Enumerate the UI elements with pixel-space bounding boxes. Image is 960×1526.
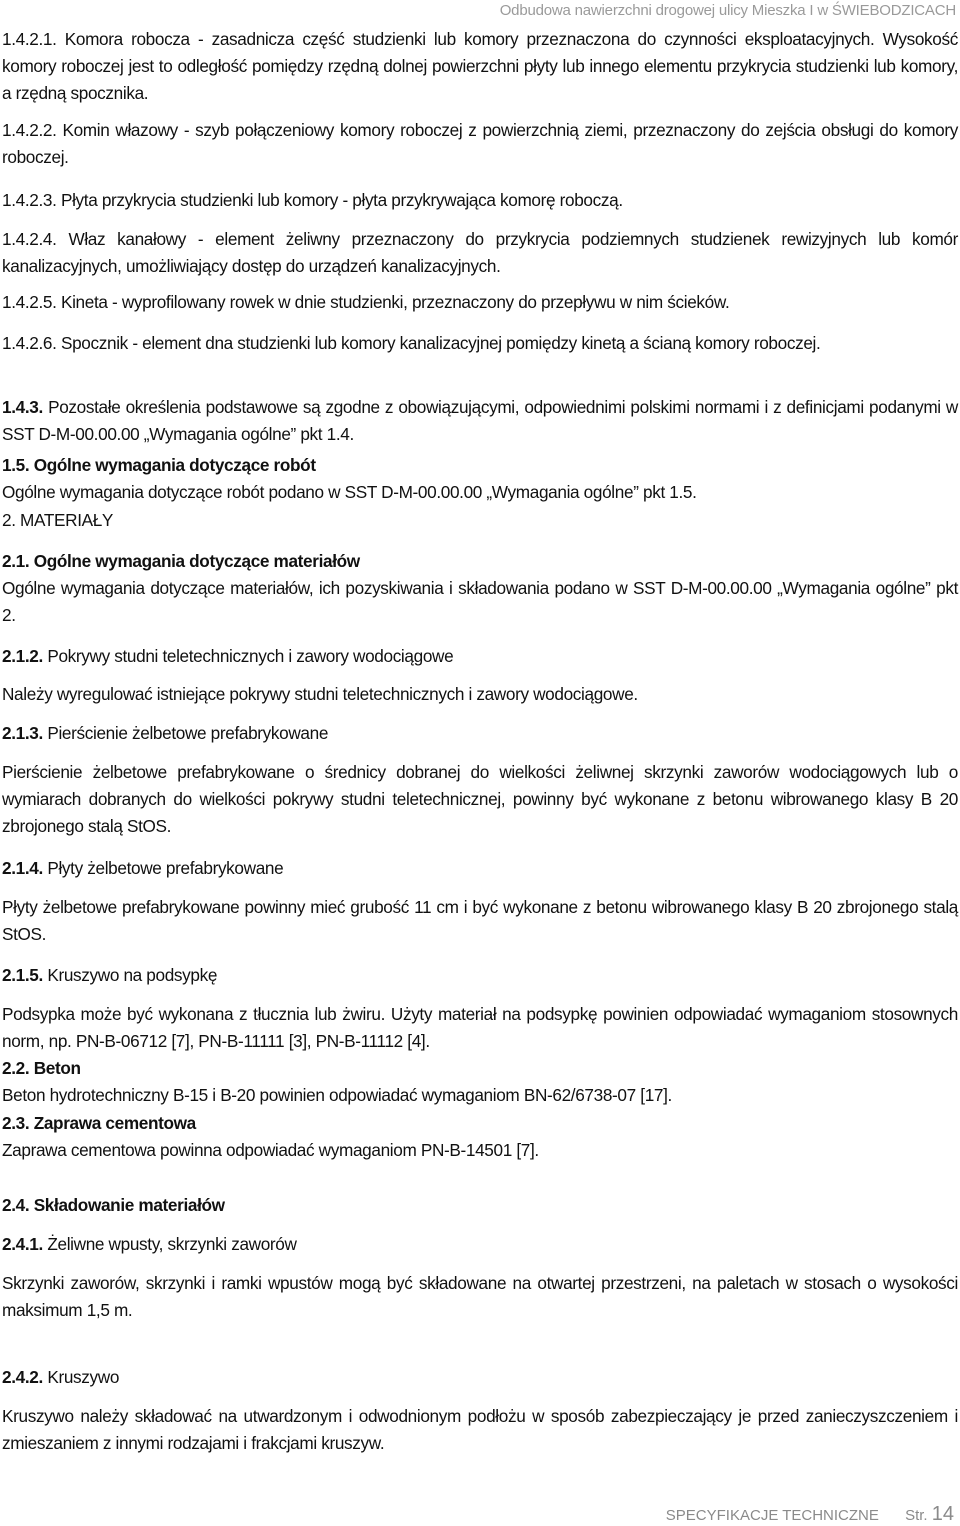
paragraph-2-1-3: Pierścienie żelbetowe prefabrykowane o średnicy dobranej do wielkości żeliwnej skrzynki zaworów wodociągowych lub o wymiarach dobranych do wielkości pokrywy studni teletechnicznej, powinny być wykonane z betonu wibrowanego klasy B 20 zbrojonego stalą StOS. xyxy=(2,762,958,836)
paragraph-2-1-4: Płyty żelbetowe prefabrykowane powinny mieć grubość 11 cm i być wykonane z betonu wibrowanego klasy B 20 zbrojonego stalą StOS. xyxy=(2,897,958,944)
page-number: 14 xyxy=(931,1503,954,1525)
section-number: 2.1.3. xyxy=(2,723,43,743)
paragraph-2-4-2: Kruszywo należy składować na utwardzonym i odwodnionym podłożu w sposób zabezpieczający je przed zanieczyszczeniem i zmieszaniem z innymi rodzajami i frakcjami kruszyw. xyxy=(2,1406,958,1453)
paragraph-1-4-2-1: 1.4.2.1. Komora robocza - zasadnicza część studzienki lub komory przeznaczona do czynności eksploatacyjnych. Wysokość komory roboczej jest to odległość pomiędzy rzędną dolnej powierzchni płyty lub innego elementu przykrycia studzienki lub komory, a rzędną spocznika. xyxy=(2,29,958,103)
paragraph-1-4-2-2: 1.4.2.2. Komin włazowy - szyb połączeniowy komory roboczej z powierzchnią ziemi, przeznaczony do zejścia obsługi do komory roboczej. xyxy=(2,120,958,167)
page-header: Odbudowa nawierzchni drogowej ulicy Mieszka I w ŚWIEBODZICACH xyxy=(499,2,956,19)
heading-2-4-2 xyxy=(2,1364,958,1391)
heading-text: Kruszywo xyxy=(47,1367,120,1387)
heading-1-5: 1.5. Ogólne wymagania dotyczące robót xyxy=(2,455,316,475)
section-number: 2.1.5. xyxy=(2,965,43,985)
section-number: 2.1.2. xyxy=(2,646,43,666)
heading-2-1-5 xyxy=(2,962,958,989)
section-number: 2.1.4. xyxy=(2,858,43,878)
paragraph-1-5: Ogólne wymagania dotyczące robót podano w SST D-M-00.00.00 „Wymagania ogólne” pkt 1.5. xyxy=(2,482,697,502)
heading-2-3: 2.3. Zaprawa cementowa xyxy=(2,1113,196,1133)
paragraph-2-4-1: Skrzynki zaworów, skrzynki i ramki wpustów mogą być składowane na otwartej przestrzeni, na paletach w stosach o wysokości maksimum 1,5 m. xyxy=(2,1273,958,1320)
paragraph-text: Pozostałe określenia podstawowe są zgodne z obowiązującymi, odpowiednimi polskimi normami i z definicjami podanymi w SST D-M-00.00.00 „Wymagania ogólne” pkt 1.4. xyxy=(2,397,958,444)
heading-text: Płyty żelbetowe prefabrykowane xyxy=(47,858,284,878)
heading-2-1-2 xyxy=(2,643,958,670)
section-number: 2.4.2. xyxy=(2,1367,43,1387)
footer-label: SPECYFIKACJE TECHNICZNE xyxy=(665,1507,879,1524)
heading-text: Kruszywo na podsypkę xyxy=(47,965,218,985)
paragraph-1-4-2-4: 1.4.2.4. Właz kanałowy - element żeliwny przeznaczony do przykrycia podziemnych studzienek rewizyjnych lub komór kanalizacyjnych, umożliwiający dostęp do urządzeń kanalizacyjnych. xyxy=(2,229,958,276)
paragraph-2-1-2: Należy wyregulować istniejące pokrywy studni teletechnicznych i zawory wodociągowe. xyxy=(2,684,638,704)
heading-2-1-4 xyxy=(2,855,958,882)
heading-text: Żeliwne wpusty, skrzynki zaworów xyxy=(47,1234,297,1254)
paragraph-1-4-2-3: 1.4.2.3. Płyta przykrycia studzienki lub komory - płyta przykrywająca komorę roboczą. xyxy=(2,190,623,210)
paragraph-2-3: Zaprawa cementowa powinna odpowiadać wymaganiom PN-B-14501 [7]. xyxy=(2,1140,539,1160)
heading-2-2: 2.2. Beton xyxy=(2,1058,81,1078)
footer-page-prefix: Str. xyxy=(905,1507,928,1524)
section-number: 2.4.1. xyxy=(2,1234,43,1254)
heading-2-4-1 xyxy=(2,1231,958,1258)
paragraph-1-4-2-5: 1.4.2.5. Kineta - wyprofilowany rowek w dnie studzienki, przeznaczony do przepływu w nim ścieków. xyxy=(2,292,730,312)
page-footer xyxy=(666,1503,954,1526)
section-number: 1.4.3. xyxy=(2,397,43,417)
paragraph-1-4-3 xyxy=(2,394,958,448)
heading-2-4: 2.4. Składowanie materiałów xyxy=(2,1195,225,1215)
heading-2-1: 2.1. Ogólne wymagania dotyczące materiałów xyxy=(2,551,360,571)
paragraph-2-2: Beton hydrotechniczny B-15 i B-20 powinien odpowiadać wymaganiom BN-62/6738-07 [17]. xyxy=(2,1085,672,1105)
paragraph-1-4-2-6: 1.4.2.6. Spocznik - element dna studzienki lub komory kanalizacyjnej pomiędzy kinetą a ścianą komory roboczej. xyxy=(2,333,821,353)
heading-text: Pokrywy studni teletechnicznych i zawory wodociągowe xyxy=(47,646,454,666)
heading-text: Pierścienie żelbetowe prefabrykowane xyxy=(47,723,329,743)
heading-2-1-3 xyxy=(2,720,958,747)
heading-2-materialy: 2. MATERIAŁY xyxy=(2,510,114,530)
paragraph-2-1-5: Podsypka może być wykonana z tłucznia lub żwiru. Użyty materiał na podsypkę powinien odpowiadać wymaganiom stosownych norm, np. PN-B-06712 [7], PN-B-11111 [3], PN-B-11112 [4]. xyxy=(2,1004,958,1051)
paragraph-2-1: Ogólne wymagania dotyczące materiałów, ich pozyskiwania i składowania podano w SST D-M-00.00.00 „Wymagania ogólne” pkt 2. xyxy=(2,578,958,625)
